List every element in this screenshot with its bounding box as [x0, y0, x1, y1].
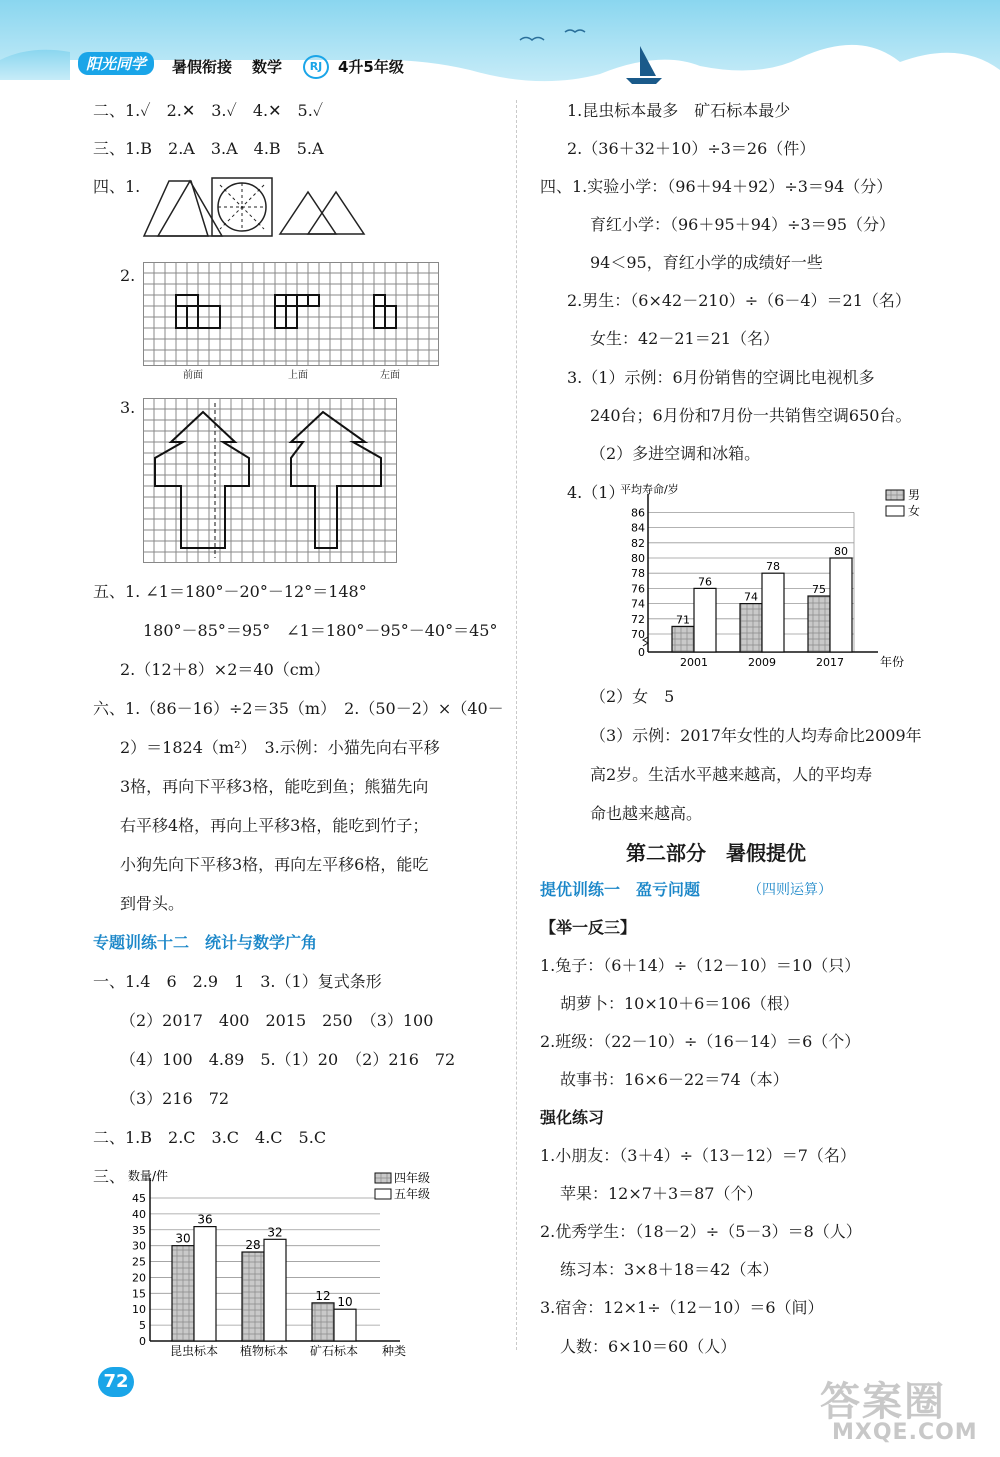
subject-label: 数学	[252, 58, 283, 76]
answer-line: 苹果：12×7＋3＝87（个）	[560, 1184, 763, 1203]
y-tick-label: 86	[631, 506, 645, 520]
page-number: 72	[98, 1367, 134, 1397]
legend-swatch	[886, 506, 904, 516]
grade-label: 4升5年级	[338, 58, 404, 76]
subsection-label: 【举一反三】	[540, 918, 637, 937]
answer-line: 故事书：16×6－22＝74（本）	[560, 1070, 789, 1089]
answer-line: 1.小朋友：（3＋4）÷（13－12）＝7（名）	[540, 1146, 856, 1165]
answer-line: 右平移4格，再向上平移3格，能吃到竹子；	[120, 816, 429, 835]
specimen-bar-chart	[120, 1163, 431, 1361]
data-label: 32	[267, 1225, 283, 1240]
legend-label: 五年级	[394, 1187, 431, 1201]
view-caption: 左面	[380, 370, 400, 381]
data-label: 28	[245, 1238, 261, 1253]
y-axis-label: 数量/件	[128, 1169, 169, 1183]
answer-line: 三、	[93, 1167, 126, 1186]
x-axis-label: 种类	[382, 1344, 407, 1358]
answer-line: 四、1.实验小学：（96＋94＋92）÷3＝94（分）	[540, 177, 893, 196]
answer-line: 二、1.✓ 2.✕ 3.✓ 4.✕ 5.✓	[93, 101, 324, 120]
view-caption: 上面	[288, 370, 308, 381]
x-tick-label: 2001	[680, 656, 708, 669]
shape-figures	[140, 176, 370, 240]
answer-line: 到骨头。	[120, 894, 185, 913]
answer-line: 94＜95，育红小学的成绩好一些	[590, 253, 823, 272]
answer-line: 2.男生：（6×42－210）÷（6－4）＝21（名）	[567, 291, 911, 310]
x-axis-label: 年份	[880, 655, 905, 669]
y-axis-label: 平均寿命/岁	[620, 483, 679, 496]
answer-line: 五、1. ∠1＝180°－20°－12°＝148°	[93, 582, 367, 601]
answer-line: 二、1.B 2.C 3.C 4.C 5.C	[93, 1128, 327, 1147]
subsection-label: 强化练习	[540, 1108, 605, 1127]
answer-line: 180°－85°＝95° ∠1＝180°－95°－40°＝45°	[143, 621, 498, 640]
answer-line: 2.	[120, 266, 136, 285]
view-caption: 前面	[183, 370, 203, 381]
watermark	[820, 1370, 990, 1450]
answer-line: 三、1.B 2.A 3.A 4.B 5.A	[93, 139, 324, 158]
answer-line: 3.宿舍：12×1÷（12－10）＝6（间）	[540, 1298, 824, 1317]
y-tick-label: 72	[631, 612, 645, 626]
x-tick-label: 2017	[816, 656, 844, 669]
y-tick-label: 10	[132, 1303, 146, 1317]
life-expectancy-bar-chart	[612, 480, 934, 672]
answer-line: 2.班级：（22－10）÷（16－14）＝6（个）	[540, 1032, 861, 1051]
y-tick-label: 76	[631, 582, 645, 596]
y-tick-label: 0	[139, 1335, 146, 1348]
data-label: 78	[766, 560, 780, 574]
x-tick-label: 2009	[748, 656, 776, 669]
y-tick-label: 20	[132, 1271, 146, 1285]
y-tick-label: 80	[631, 552, 645, 565]
bar	[740, 604, 762, 652]
answer-line: 2.（36＋32＋10）÷3＝26（件）	[567, 139, 816, 158]
book-title: 暑假衔接	[172, 58, 233, 76]
legend-label: 女	[908, 504, 921, 518]
answer-line: 2.优秀学生：（18－2）÷（5－3）＝8（人）	[540, 1222, 862, 1241]
bar	[172, 1246, 194, 1341]
x-tick-label: 矿石标本	[309, 1344, 359, 1358]
answer-line: （3）216 72	[120, 1089, 230, 1108]
answer-line: （3）示例：2017年女性的人均寿命比2009年	[590, 726, 922, 745]
y-tick-label: 40	[132, 1207, 146, 1221]
brand-logo: 阳光同学	[78, 52, 154, 75]
answer-line: 4.（1）	[567, 483, 625, 502]
bar	[242, 1252, 264, 1341]
answer-line: 胡萝卜：10×10＋6＝106（根）	[560, 994, 799, 1013]
y-tick-label: 82	[631, 536, 645, 550]
three-view-grid	[143, 262, 439, 366]
answer-line: 高2岁。生活水平越来越高，人的平均寿	[590, 765, 873, 784]
answer-line: 命也越来越高。	[590, 804, 703, 823]
training-subtitle: （四则运算）	[748, 882, 832, 898]
bar	[830, 558, 852, 652]
answer-line: 一、1.4 6 2.9 1 3.（1）复式条形	[93, 972, 382, 991]
bar	[762, 573, 784, 652]
data-label: 30	[175, 1231, 191, 1246]
answer-line: 小狗先向下平移3格，再向左平移6格，能吃	[120, 855, 429, 874]
y-tick-label: 78	[631, 567, 645, 581]
answer-line: （2）多进空调和冰箱。	[590, 444, 761, 463]
answer-line: 四、1.	[93, 177, 141, 196]
header-wave-decoration	[0, 0, 1000, 95]
edition-badge: RJ	[303, 55, 329, 79]
answer-line: 3.	[120, 398, 136, 417]
y-tick-label: 70	[631, 628, 645, 641]
answer-line: 1.兔子：（6＋14）÷（12－10）＝10（只）	[540, 956, 861, 975]
y-tick-label: 84	[631, 521, 645, 535]
legend-label: 四年级	[394, 1171, 431, 1185]
watermark-url: MXQE.COM	[832, 1420, 978, 1445]
part-title: 第二部分 暑假提优	[626, 841, 806, 865]
answer-line: 练习本：3×8＋18＝42（本）	[560, 1260, 779, 1279]
legend-swatch	[886, 490, 904, 500]
y-tick-label: 25	[132, 1255, 146, 1269]
answer-line: 人数：6×10＝60（人）	[560, 1337, 737, 1356]
answer-line: 3格，再向下平移3格，能吃到鱼；熊猫先向	[120, 777, 429, 796]
bar	[334, 1309, 356, 1341]
section-heading: 专题训练十二 统计与数学广角	[93, 933, 318, 952]
data-label: 76	[698, 575, 712, 589]
bar	[312, 1303, 334, 1341]
data-label: 80	[834, 545, 848, 558]
x-tick-label: 昆虫标本	[169, 1344, 219, 1358]
data-label: 12	[315, 1288, 331, 1303]
training-heading: 提优训练一 盈亏问题	[540, 880, 701, 899]
bar	[264, 1239, 286, 1341]
answer-line: 3.（1）示例：6月份销售的空调比电视机多	[567, 368, 875, 387]
answer-line: 2）＝1824（m²） 3.示例：小猫先向右平移	[120, 738, 440, 757]
y-tick-label: 74	[631, 597, 645, 611]
data-label: 71	[676, 613, 690, 627]
x-tick-label: 植物标本	[239, 1344, 289, 1358]
data-label: 74	[744, 590, 758, 604]
watermark-text: 答案圈	[820, 1379, 946, 1425]
legend-swatch	[375, 1189, 391, 1199]
data-label: 36	[197, 1212, 213, 1227]
y-tick-label: 5	[139, 1319, 146, 1333]
answer-line: （2）女 5	[590, 687, 675, 706]
answer-line: 2.（12＋8）×2＝40（cm）	[120, 660, 330, 679]
bar	[808, 596, 830, 652]
bar	[194, 1227, 216, 1341]
answer-line: （2）2017 400 2015 250 （3）100	[120, 1011, 434, 1030]
answer-line: 六、1.（86－16）÷2＝35（m） 2.（50－2）×（40－	[93, 699, 504, 718]
data-label: 75	[812, 583, 826, 596]
answer-line: （4）100 4.89 5.（1）20 （2）216 72	[120, 1050, 456, 1069]
answer-line: 240台；6月份和7月份一共销售空调650台。	[590, 406, 912, 425]
bar	[672, 626, 694, 652]
y-tick-label: 45	[132, 1192, 146, 1205]
answer-line: 1.昆虫标本最多 矿石标本最少	[567, 101, 791, 120]
page-header	[0, 0, 1000, 95]
y-tick-label: 35	[132, 1223, 146, 1237]
translation-grid	[143, 398, 397, 563]
data-label: 10	[337, 1295, 353, 1310]
answer-line: 女生：42－21＝21（名）	[590, 329, 780, 348]
answer-line: 育红小学：（96＋95＋94）÷3＝95（分）	[590, 215, 896, 234]
legend-swatch	[375, 1173, 391, 1183]
y-tick-label: 30	[132, 1239, 146, 1253]
legend-label: 男	[908, 488, 921, 502]
y-tick-label: 0	[638, 646, 645, 659]
y-tick-label: 15	[132, 1287, 146, 1301]
column-divider	[516, 100, 517, 1350]
bar	[694, 588, 716, 652]
